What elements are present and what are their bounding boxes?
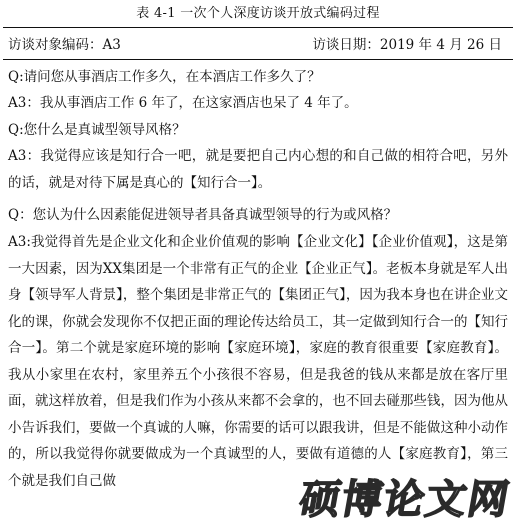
- question-1: Q:请问您从事酒店工作多久，在本酒店工作多久了？: [8, 69, 321, 85]
- interviewee-code: 访谈对象编码：A3: [8, 37, 121, 53]
- table-header-rule: [3, 59, 513, 60]
- interview-date: 访谈日期：2019 年 4 月 26 日: [312, 37, 502, 53]
- table-top-rule: [3, 27, 513, 28]
- answer-2: A3：我觉得应该是知行合一吧，就是要把自己内心想的和自己做的相符合吧，另外的话，就是对待下属是真心的【知行合一】。: [8, 148, 508, 191]
- question-2: Q:您什么是真诚型领导风格？: [8, 122, 186, 138]
- site-watermark: 硕博论文网: [295, 477, 515, 523]
- question-3: Q：您认为什么因素能促进领导者具备真诚型领导的行为或风格？: [8, 207, 398, 223]
- answer-3: A3:我觉得首先是企业文化和企业价值观的影响【企业文化】【企业价值观】，这是第一大因素，因为XX集团是一个非常有正气的企业【企业正气】。老板本身就是军人出身【领导军人背景】，整个集团是非常正气的【集团正气】，因为我本身也在讲企业文化的课，你就会发现你不仅把正面的理论传达给员工，其一定做到知行合一的【知行合一】。第二个就是家庭环境的影响【家庭环境】，家庭的教育很重要【家庭教育】。我从小家里在农村，家里养五个小孩很不容易，但是我爸的钱从来都是放在客厅里面，就这样放着，但是我们作为小孩从来都不会拿的，也不回去碰那些钱，因为他从小告诉我们，要做一个真诚的人嘛，你需要的话可以跟我讲，但是不能做这种小动作的，所以我觉得你就要做成为一个真诚型的人，要做有道德的人【家庭教育】，第三个就是我们自己做: [8, 234, 508, 489]
- table-caption: 表 4-1 一次个人深度访谈开放式编码过程: [136, 6, 380, 21]
- answer-1: A3：我从事酒店工作 6 年了，在这家酒店也呆了 4 年了。: [8, 95, 358, 111]
